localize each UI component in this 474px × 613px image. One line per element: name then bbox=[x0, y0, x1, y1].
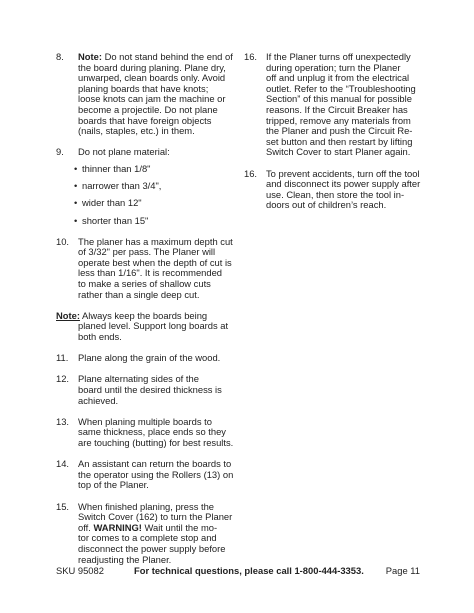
item-line: off and unplug it from the electrical bbox=[266, 72, 410, 84]
item-line: to make a series of shallow cuts bbox=[78, 278, 211, 290]
bullet-icon: • bbox=[74, 214, 78, 226]
item-line: operate best when the depth of cut is bbox=[78, 256, 232, 268]
item-line: The planer has a maximum depth cut bbox=[78, 235, 233, 247]
item-line: unwarped, clean boards only. Avoid bbox=[78, 72, 226, 84]
item-body bbox=[78, 237, 236, 301]
item-line: of 3/32" per pass. The Planer will bbox=[78, 246, 216, 258]
item-number: 9. bbox=[56, 146, 64, 158]
item-number: 13. bbox=[56, 415, 70, 427]
material-limits-list bbox=[56, 164, 236, 226]
item-line: become a projectile. Do not plane bbox=[78, 103, 218, 115]
page-number: Page 11 bbox=[385, 565, 420, 576]
item-line: the operator using the Rollers (13) on bbox=[78, 468, 234, 480]
item-number: 16. bbox=[244, 51, 258, 62]
item-text: Do not stand behind the end of bbox=[101, 51, 233, 62]
item-line: set button and then restart by lifting bbox=[266, 135, 413, 147]
bullet-icon: • bbox=[74, 180, 78, 192]
item-line: during operation; turn the Planer bbox=[266, 61, 401, 73]
item-line: loose knots can jam the machine or bbox=[78, 93, 226, 105]
item-line: doors out of children’s reach. bbox=[266, 199, 387, 211]
item-line: achieved. bbox=[78, 394, 119, 406]
item-body bbox=[78, 374, 236, 406]
instruction-item-14 bbox=[56, 459, 236, 491]
bullet-icon: • bbox=[74, 197, 78, 209]
instruction-item-12 bbox=[56, 374, 236, 406]
item-line: less than 1/16". It is recommended bbox=[78, 267, 223, 279]
item-line: off. WARNING! Wait until the mo- bbox=[78, 521, 218, 533]
item-line: top of the Planer. bbox=[78, 479, 149, 491]
item-line: boards that have foreign objects bbox=[78, 114, 212, 126]
item-body bbox=[78, 353, 236, 364]
list-item: • wider than 12" bbox=[74, 197, 142, 209]
item-line: board until the desired thickness is bbox=[78, 384, 222, 395]
item-line: both ends. bbox=[78, 331, 122, 343]
bullet-icon: • bbox=[74, 162, 78, 174]
item-line: An assistant can return the boards to bbox=[78, 458, 232, 470]
instruction-item-15 bbox=[56, 502, 236, 566]
list-item: • thinner than 1/8" bbox=[74, 162, 151, 174]
item-line: Plane along the grain of the wood. bbox=[78, 352, 221, 364]
instruction-item-9 bbox=[56, 147, 236, 158]
item-line: outlet. Refer to the “Troubleshooting bbox=[266, 82, 416, 94]
item-line: rather than a single deep cut. bbox=[78, 288, 200, 300]
item-body bbox=[78, 459, 236, 491]
item-line: To prevent accidents, turn off the tool bbox=[266, 167, 420, 179]
item-line: the board during planing. Plane dry, bbox=[78, 61, 226, 73]
item-line: Do not plane material: bbox=[78, 146, 170, 158]
item-line: and disconnect its power supply after bbox=[266, 178, 421, 190]
item-body bbox=[266, 52, 428, 158]
item-line bbox=[78, 52, 236, 63]
item-line: planing boards that have knots; bbox=[78, 82, 209, 94]
item-number: 11. bbox=[56, 352, 69, 364]
item-line: Switch Cover (162) to turn the Planer bbox=[78, 511, 233, 523]
item-line: If the Planer turns off unexpectedly bbox=[266, 51, 411, 62]
item-number: 8. bbox=[56, 51, 64, 62]
item-line: Section” of this manual for possible bbox=[266, 93, 412, 105]
item-line: readjusting the Planer. bbox=[78, 553, 172, 565]
item-number: 16. bbox=[244, 167, 258, 179]
item-body bbox=[78, 417, 236, 449]
warning-label: WARNING! bbox=[93, 521, 142, 533]
sku-number: SKU 95082 bbox=[56, 565, 104, 576]
note-paragraph bbox=[56, 311, 236, 343]
item-line: When finished planing, press the bbox=[78, 500, 215, 512]
item-number: 14. bbox=[56, 458, 70, 470]
item-body bbox=[266, 169, 428, 211]
item-number: 15. bbox=[56, 500, 70, 512]
item-line: (nails, staples, etc.) in them. bbox=[78, 125, 195, 137]
item-line: use. Clean, then store the tool in- bbox=[266, 188, 405, 200]
instruction-item-16-storage bbox=[244, 169, 428, 211]
note-label: Note: bbox=[78, 51, 102, 62]
left-column bbox=[56, 52, 236, 576]
item-line: tripped, remove any materials from bbox=[266, 114, 411, 126]
instruction-item-16-unexpected-stop bbox=[244, 52, 428, 158]
instruction-item-13 bbox=[56, 417, 236, 449]
item-line: planed level. Support long boards at bbox=[78, 320, 229, 332]
list-item: • narrower than 3/4", bbox=[74, 180, 162, 192]
item-line: same thickness, place ends so they bbox=[78, 426, 226, 438]
item-line: Plane alternating sides of the bbox=[78, 373, 199, 385]
item-body bbox=[78, 147, 236, 158]
item-line: When planing multiple boards to bbox=[78, 415, 212, 427]
item-number: 10. bbox=[56, 235, 70, 247]
technical-support-line: For technical questions, please call 1-800-444-3353. bbox=[134, 565, 364, 576]
note-label: Note: bbox=[56, 309, 80, 321]
instruction-item-11 bbox=[56, 353, 236, 364]
note-text: Always keep the boards being bbox=[79, 309, 208, 321]
item-line: disconnect the power supply before bbox=[78, 542, 226, 554]
instruction-item-10 bbox=[56, 237, 236, 301]
item-body bbox=[78, 52, 236, 137]
list-item: • shorter than 15" bbox=[74, 214, 149, 226]
item-line: Switch Cover to start Planer again. bbox=[266, 146, 411, 158]
right-column bbox=[244, 52, 428, 222]
item-number: 12. bbox=[56, 373, 70, 385]
item-line: the Planer and push the Circuit Re- bbox=[266, 125, 413, 137]
item-body bbox=[78, 502, 236, 566]
item-line: are touching (butting) for best results. bbox=[78, 436, 234, 448]
page-footer bbox=[56, 566, 420, 578]
instruction-item-8 bbox=[56, 52, 236, 137]
item-line: reasons. If the Circuit Breaker has bbox=[266, 103, 408, 115]
item-line: tor comes to a complete stop and bbox=[78, 532, 217, 544]
